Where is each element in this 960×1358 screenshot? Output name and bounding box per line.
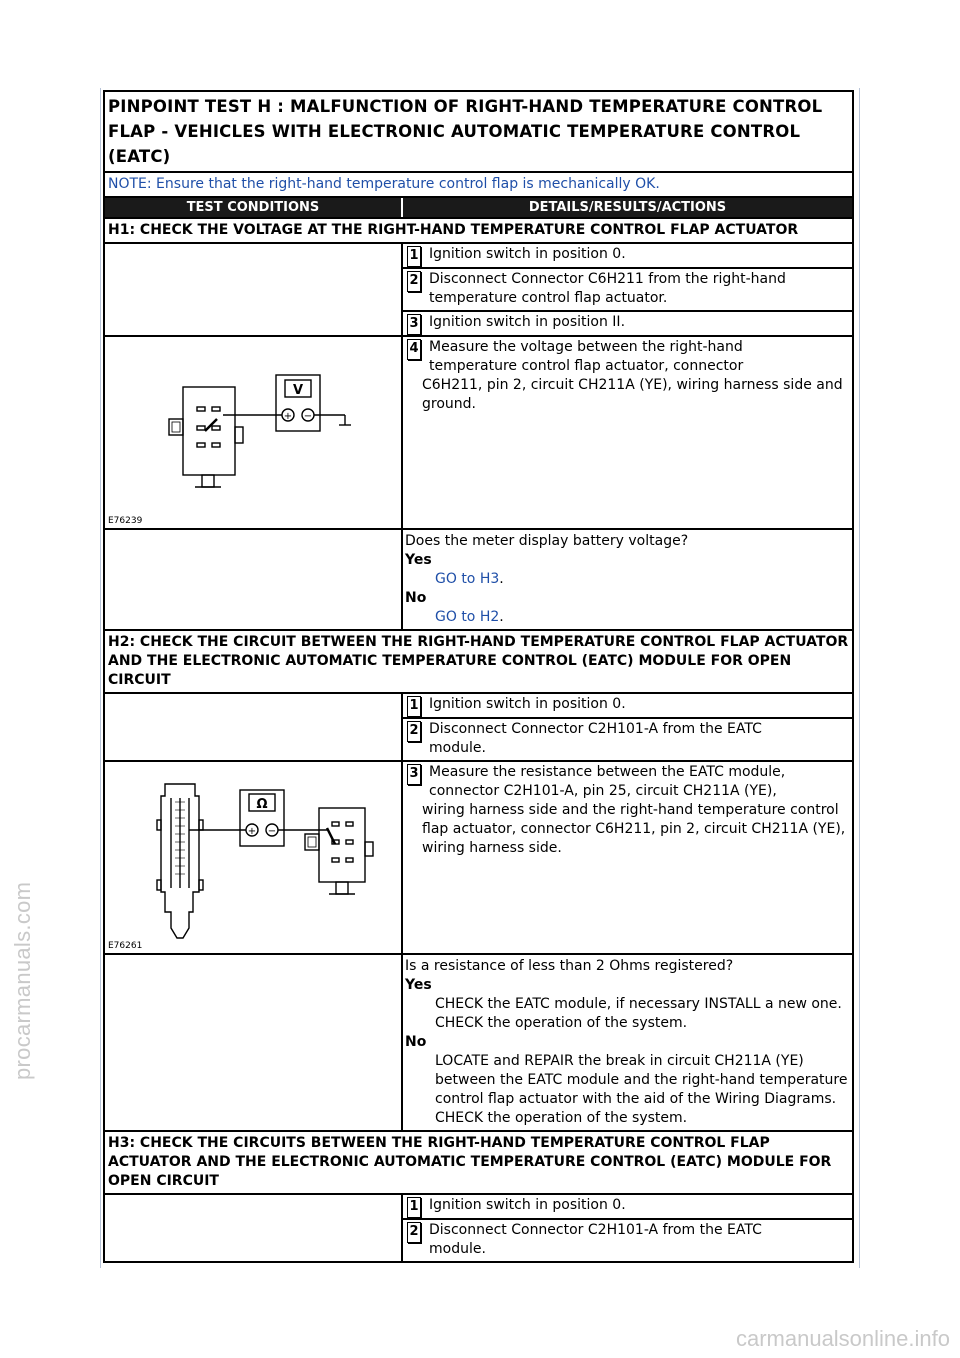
step-text-line: connector C2H101-A, pin 25, circuit CH211A (YE), — [429, 783, 777, 799]
svg-text:+: + — [247, 826, 257, 837]
result-question: Is a resistance of less than 2 Ohms registered? — [405, 958, 734, 974]
result-cell — [403, 955, 852, 1130]
action-step — [403, 694, 852, 719]
step-text — [429, 269, 790, 310]
step-text-line: module. — [429, 740, 486, 756]
action-step — [403, 1195, 852, 1220]
test-conditions-cell — [105, 244, 403, 335]
page-rule-right — [859, 88, 860, 1268]
figure-cell — [105, 337, 403, 528]
step-text — [422, 337, 852, 416]
col-details: DETAILS/RESULTS/ACTIONS — [528, 200, 727, 215]
step-number: 4 — [407, 339, 421, 360]
figure-code: E76261 — [108, 941, 143, 951]
step-text — [429, 244, 630, 267]
test-conditions-cell — [105, 955, 403, 1130]
step-text-line: Ignition switch in position 0. — [429, 696, 626, 712]
step-text-line: Disconnect Connector C2H101-A from the EATC — [429, 1222, 762, 1238]
step-text — [422, 762, 852, 860]
actions-cell — [403, 694, 852, 760]
h2-measure-row — [105, 762, 852, 955]
no-label: No — [405, 1034, 427, 1050]
note: NOTE: Ensure that the right-hand temperature control flap is mechanically OK. — [105, 173, 852, 198]
column-header — [105, 198, 852, 219]
step-number: 1 — [407, 246, 421, 267]
result-cell — [403, 530, 852, 629]
h1-result-row — [105, 530, 852, 631]
actions-cell — [403, 1195, 852, 1261]
step-text — [429, 719, 766, 760]
go-to-h3-link[interactable]: GO to H3 — [435, 571, 500, 587]
step-text — [429, 1220, 766, 1261]
yes-label: Yes — [405, 977, 432, 993]
figure-code: E76239 — [108, 516, 143, 526]
svg-text:+: + — [283, 411, 293, 422]
step-text-line: C6H211, pin 2, circuit CH211A (YE), wiring harness side and ground. — [422, 377, 843, 412]
test-conditions-cell — [105, 1195, 403, 1261]
step-text — [429, 1195, 630, 1218]
go-to-h2-link[interactable]: GO to H2 — [435, 609, 500, 625]
h1-title: H1: CHECK THE VOLTAGE AT THE RIGHT-HAND TEMPERATURE CONTROL FLAP ACTUATOR — [105, 219, 852, 244]
yes-action: CHECK the EATC module, if necessary INSTALL a new one. CHECK the operation of the system. — [435, 996, 842, 1031]
step-number: 1 — [407, 696, 421, 717]
action-step — [403, 337, 852, 416]
page-rule-left — [100, 88, 101, 1268]
action-step — [403, 269, 852, 312]
result-question: Does the meter display battery voltage? — [405, 533, 689, 549]
step-text-line: Disconnect Connector C2H101-A from the EATC — [429, 721, 762, 737]
step-text-line: Measure the resistance between the EATC module, — [429, 764, 786, 780]
page-title: PINPOINT TEST H : MALFUNCTION OF RIGHT-HAND TEMPERATURE CONTROL FLAP - VEHICLES WITH ELECTRONIC AUTOMATIC TEMPERATURE CONTROL (EATC) — [105, 92, 852, 173]
step-text-line: Measure the voltage between the right-hand — [429, 339, 743, 355]
svg-text:−: − — [303, 411, 313, 422]
bottom-watermark: carmanualsonline.info — [735, 1326, 950, 1351]
step-text-line: temperature control flap actuator. — [429, 290, 668, 306]
voltage-measure-diagram — [105, 337, 401, 528]
test-conditions-cell — [105, 530, 403, 629]
step-text-line: module. — [429, 1241, 486, 1257]
actions-cell — [403, 762, 852, 953]
h2-title: H2: CHECK THE CIRCUIT BETWEEN THE RIGHT-HAND TEMPERATURE CONTROL FLAP ACTUATOR AND THE ELECTRONIC AUTOMATIC TEMPERATURE CONTROL (EATC) MODULE FOR OPEN CIRCUIT — [105, 631, 852, 694]
action-step — [403, 1220, 852, 1261]
action-step — [403, 312, 852, 335]
side-watermark: procarmanuals.com — [10, 881, 35, 1080]
h2-steps-1-2 — [105, 694, 852, 762]
step-text — [429, 312, 629, 335]
no-label: No — [405, 590, 427, 606]
step-text — [429, 694, 630, 717]
step-number: 3 — [407, 764, 421, 785]
step-text-line: Ignition switch in position II. — [429, 314, 626, 330]
step-text-line: wiring harness side and the right-hand temperature control flap actuator, connector C6H211, pin 2, circuit CH211A (YE), wiring harness side. — [422, 802, 846, 856]
test-conditions-cell — [105, 694, 403, 760]
h3-title: H3: CHECK THE CIRCUITS BETWEEN THE RIGHT-HAND TEMPERATURE CONTROL FLAP ACTUATOR AND THE ELECTRONIC AUTOMATIC TEMPERATURE CONTROL (EATC) MODULE FOR OPEN CIRCUIT — [105, 1132, 852, 1195]
no-action: GO to H2. — [435, 609, 504, 625]
figure-cell — [105, 762, 403, 953]
h1-measure-row — [105, 337, 852, 530]
action-step — [403, 719, 852, 760]
yes-label: Yes — [405, 552, 432, 568]
h2-result-row — [105, 955, 852, 1132]
step-number: 2 — [407, 721, 421, 742]
meter-symbol: V — [292, 383, 304, 398]
pinpoint-test-table — [103, 90, 854, 1263]
svg-text:−: − — [267, 826, 277, 837]
actions-cell — [403, 244, 852, 335]
no-action: LOCATE and REPAIR the break in circuit CH211A (YE) between the EATC module and the right-hand temperature control flap actuator with the aid of the Wiring Diagrams. CHECK the operation of the system. — [435, 1053, 848, 1126]
h1-steps-1-3 — [105, 244, 852, 337]
actions-cell — [403, 337, 852, 528]
step-number: 3 — [407, 314, 421, 335]
resistance-measure-diagram — [105, 762, 401, 953]
step-number: 2 — [407, 271, 421, 292]
col-test-conditions: TEST CONDITIONS — [105, 198, 403, 217]
step-text-line: Ignition switch in position 0. — [429, 1197, 626, 1213]
action-step — [403, 762, 852, 860]
meter-symbol: Ω — [256, 797, 268, 812]
step-text-line: temperature control flap actuator, connector — [429, 358, 744, 374]
step-text-line: Disconnect Connector C6H211 from the right-hand — [429, 271, 786, 287]
step-text-line: Ignition switch in position 0. — [429, 246, 626, 262]
yes-action: GO to H3. — [435, 571, 504, 587]
step-number: 2 — [407, 1222, 421, 1243]
h3-steps-1-2 — [105, 1195, 852, 1261]
action-step — [403, 244, 852, 269]
step-number: 1 — [407, 1197, 421, 1218]
